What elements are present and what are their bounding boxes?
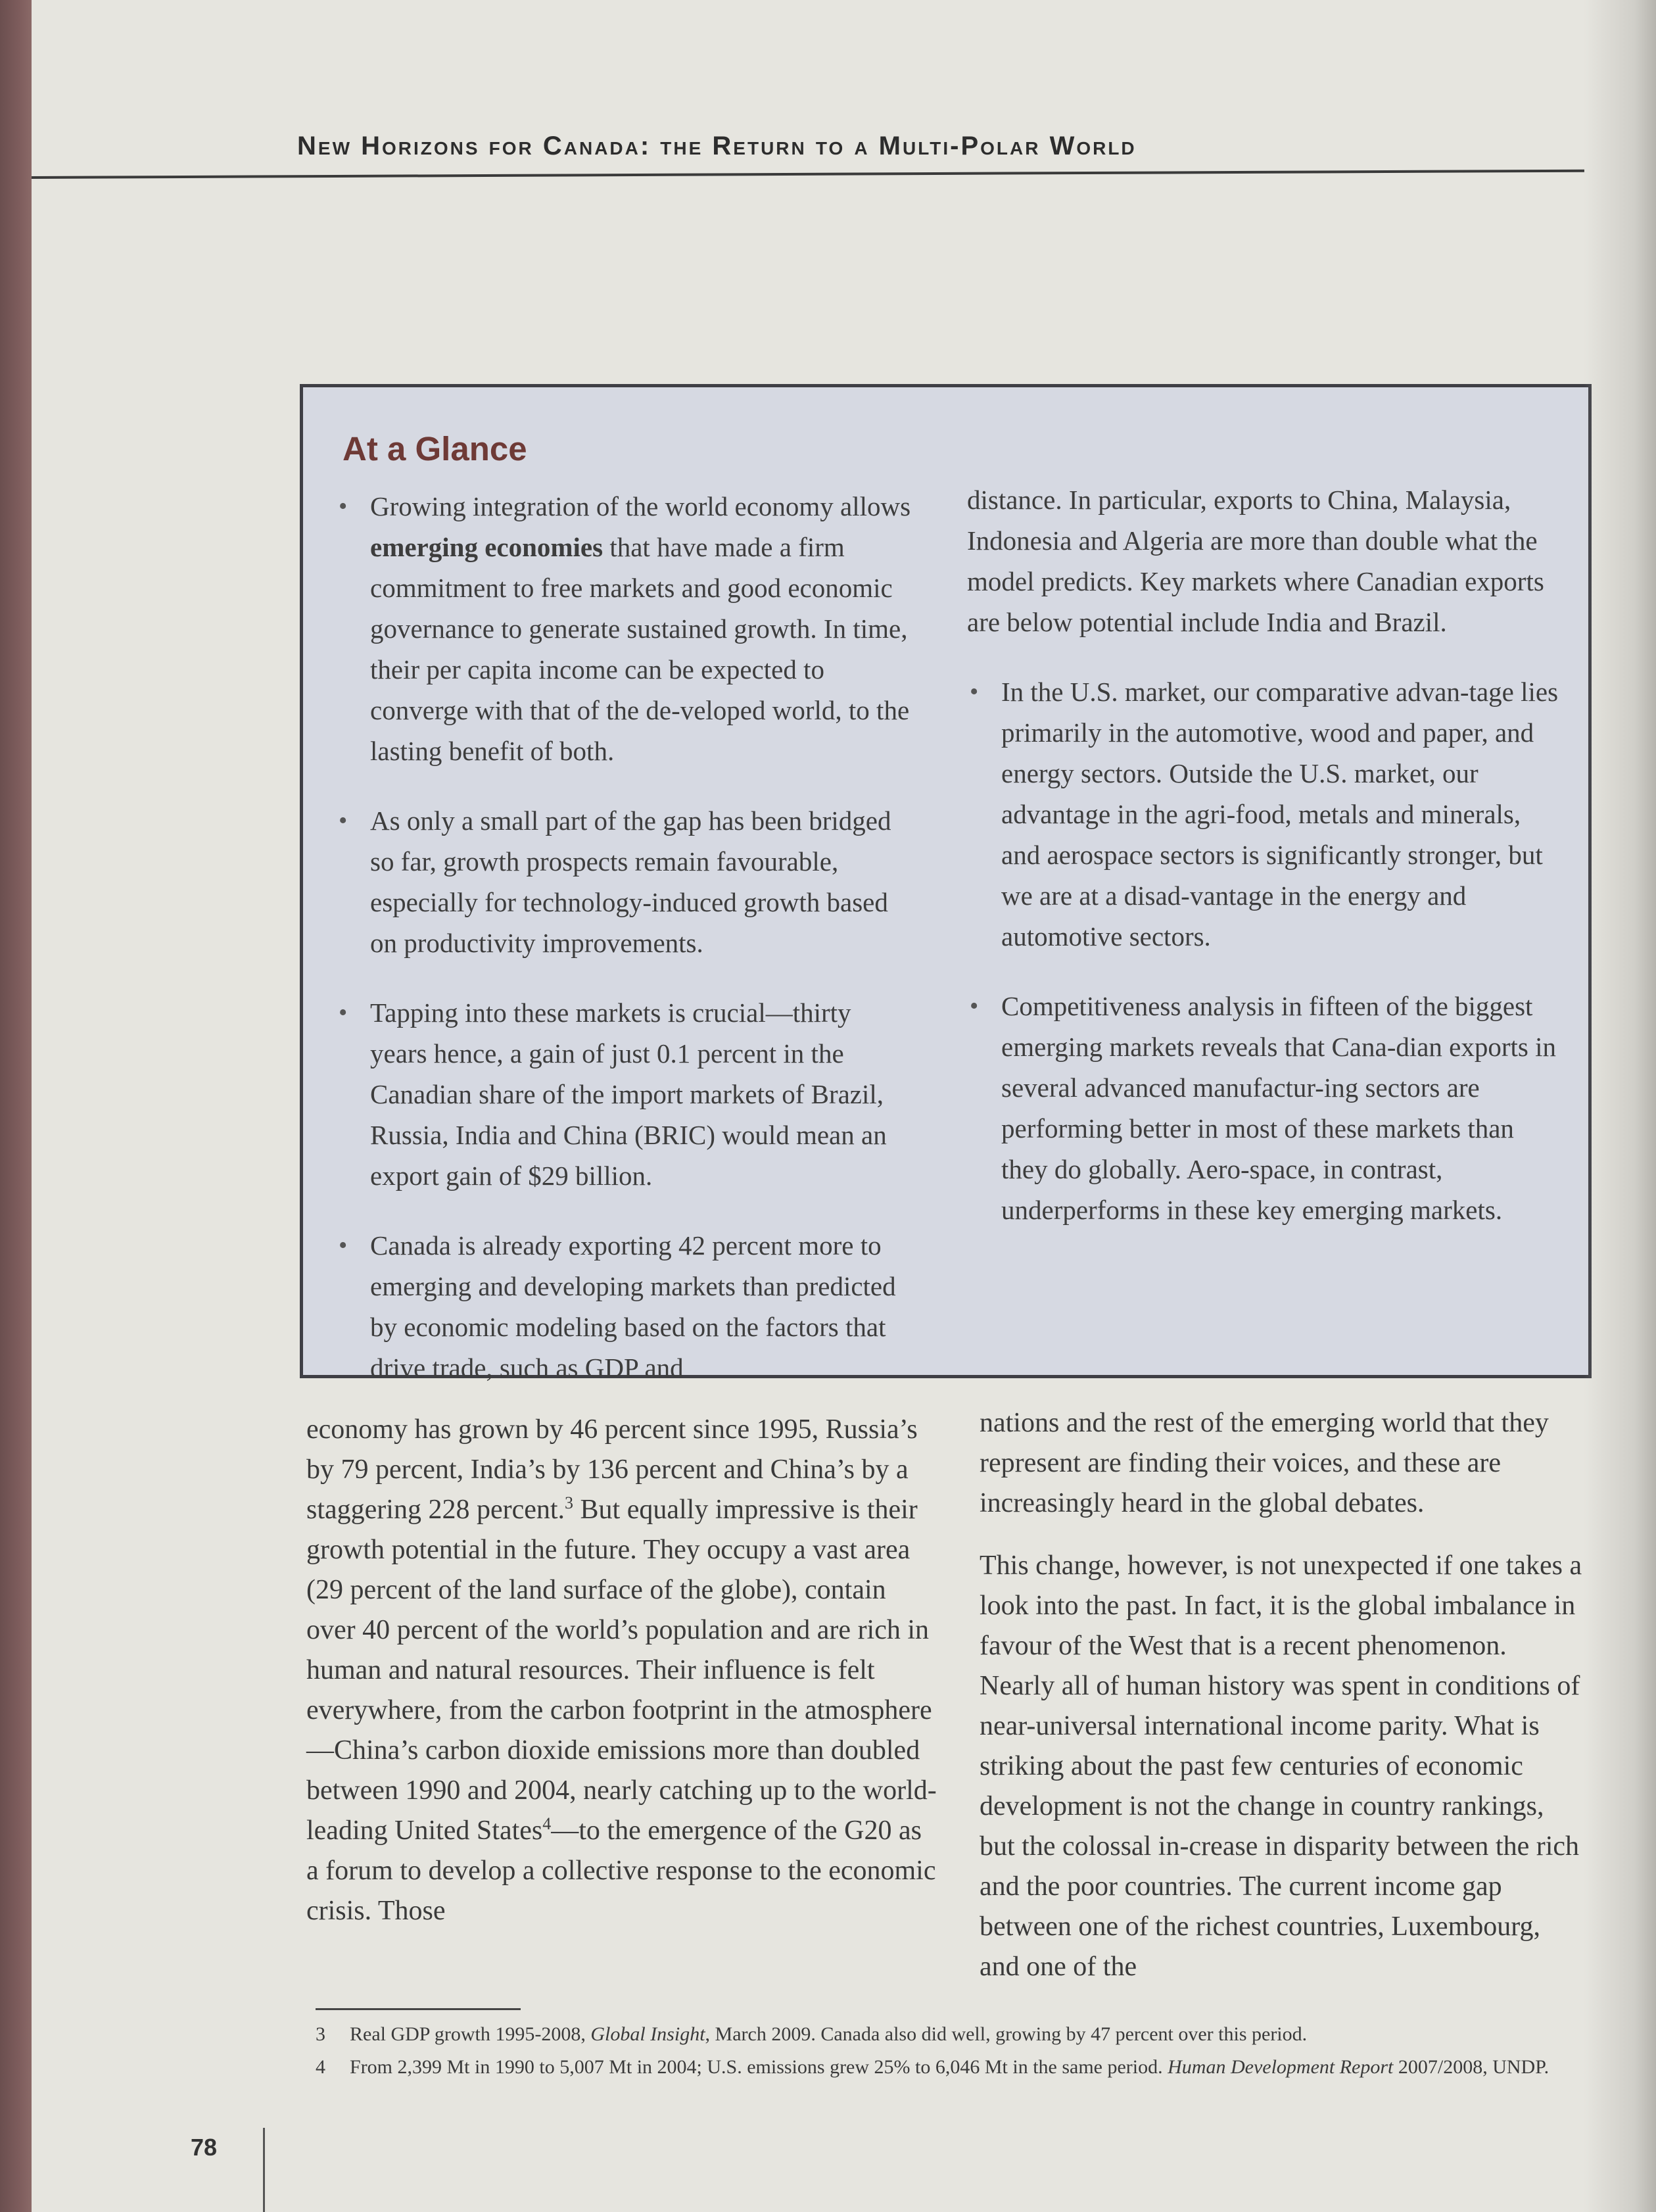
body-paragraph: economy has grown by 46 percent since 1995, Russia’s by 79 percent, India’s by 136 percent and China’s by a staggering 228 percent.$^3$ But equally impressive is their growth potential in the future. They occupy a vast area (29 percent of the land surface of the globe), contain over 40 percent of the world’s population and are rich in human and natural resources. Their influence is felt everywhere, from the carbon footprint in the atmosphere—China’s carbon dioxide emissions more than doubled between 1990 and 2004, nearly catching up to the world-leading United States$^4$—to the emergence of the G20 as a forum to develop a collective response to the economic crisis. Those: [306, 1414, 937, 1926]
bullet-item: • Canada is already exporting 42 percent more to emerging and developing markets than predicted by economic modeling based on the factors that drive trade, such as GDP and: [336, 1225, 914, 1388]
body-left-column: [306, 1410, 937, 1954]
book-spine-edge: [0, 0, 32, 2212]
footnote-ref: 3: [565, 1493, 574, 1512]
box-left-column: [336, 486, 914, 1417]
at-a-glance-box: [300, 384, 1592, 1383]
footnote-number: 3: [316, 2023, 325, 2045]
body-paragraph: This change, however, is not unexpected if one takes a look into the past. In fact, it is the global imbalance in favour of the West that is a recent phenomenon. Nearly all of human history was spent in conditions of near-universal international income parity. What is striking about the past few centuries of economic development is not the change in country rankings, but the colossal in-crease in disparity between the rich and the poor countries. The current income gap between one of the richest countries, Luxembourg, and one of the: [980, 1551, 1582, 1982]
bullet-item: • Growing integration of the world economy allows emerging economies that have made a firm commitment to free markets and good economic governance to generate sustained growth. In time, their per capita income can be expected to converge with that of the de-veloped world, to the lasting benefit of both.: [336, 486, 914, 771]
bullet-item: • In the U.S. market, our comparative advan-tage lies primarily in the automotive, wood and paper, and energy sectors. Outside the U.S. market, our advantage in the agri-food, metals and minerals, and aerospace sectors is significantly stronger, but we are at a disad-vantage in the energy and automotive sectors.: [967, 671, 1559, 957]
bullet-continuation: distance. In particular, exports to China, Malaysia, Indonesia and Algeria are more than double what the model predicts. Key markets where Canadian exports are below potential include India and Brazil.: [967, 485, 1544, 637]
header-rule: [32, 170, 1584, 179]
body-right-column: [980, 1403, 1584, 2009]
box-right-column: [967, 479, 1559, 1259]
footnote: 3 Real GDP growth 1995-2008, Global Insight, March 2009. Canada also did well, growing by 47 percent over this period.: [316, 2020, 1565, 2049]
right-bullet-list: [967, 671, 1559, 1230]
footnote-rule: [316, 2008, 521, 2010]
page-number-rule: [263, 2128, 265, 2212]
bullet-item: • Competitiveness analysis in fifteen of the biggest emerging markets reveals that Cana-dian exports in several advanced manufactur-ing sectors are performing better in most of these markets than they do globally. Aero-space, in contrast, underperforms in these key emerging markets.: [967, 986, 1559, 1230]
bullet-item: • Tapping into these markets is crucial—thirty years hence, a gain of just 0.1 percent in the Canadian share of the import markets of Brazil, Russia, India and China (BRIC) would mean an export gain of $29 billion.: [336, 992, 914, 1196]
footnote-number: 4: [316, 2056, 325, 2078]
body-paragraph: nations and the rest of the emerging world that they represent are finding their voices, and these are increasingly heard in the global debates.: [980, 1408, 1549, 1518]
box-title: At a Glance: [343, 430, 527, 468]
bold-term: emerging economies: [370, 532, 603, 562]
footnote-ref: 4: [542, 1814, 552, 1833]
bullet-item: • As only a small part of the gap has been bridged so far, growth prospects remain favourable, especially for technology-induced growth based on productivity improvements.: [336, 800, 914, 963]
footnotes: [316, 2020, 1565, 2086]
page-curl-shadow: [1584, 0, 1656, 2212]
running-head: New Horizons for Canada: the Return to a Multi-Polar World: [297, 132, 1137, 160]
page-number: 78: [191, 2134, 218, 2161]
footnote: 4 From 2,399 Mt in 1990 to 5,007 Mt in 2004; U.S. emissions grew 25% to 6,046 Mt in the same period. Human Development Report 2007/2008, UNDP.: [316, 2053, 1565, 2082]
left-bullet-list: [336, 486, 914, 1388]
